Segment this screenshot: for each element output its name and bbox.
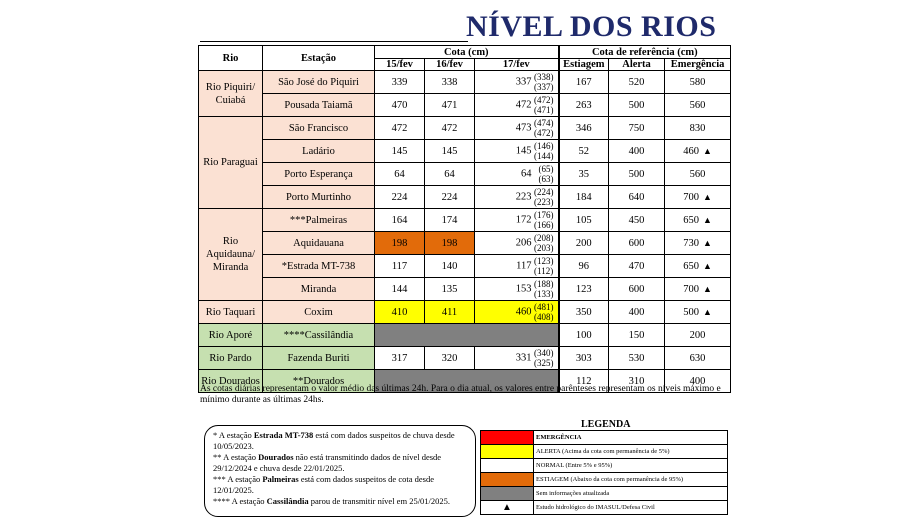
cota-cell: 339 — [375, 71, 425, 94]
legend-label: NORMAL (Entre 5% e 95%) — [534, 459, 728, 473]
cota-cell: 144 — [375, 278, 425, 301]
min-value: (166) — [534, 220, 554, 230]
cota-cell: 224 — [425, 186, 475, 209]
table-row — [199, 324, 731, 347]
cota-cell: 338 — [425, 71, 475, 94]
min-value: (144) — [534, 151, 554, 161]
emergencia-value: 400 — [689, 375, 706, 387]
header-date: 17/fev — [475, 59, 559, 71]
emergencia-value: 650 — [683, 260, 699, 272]
station-cell: ****Cassilândia — [263, 324, 375, 347]
station-cell: São José do Piquiri — [263, 71, 375, 94]
cota-value: 153 — [515, 283, 532, 295]
max-min-values — [534, 72, 554, 92]
cota-cell: 470 — [375, 94, 425, 117]
river-cell: Rio Aporé — [199, 324, 263, 347]
max-value: (224) — [534, 187, 554, 197]
emergencia-cell — [665, 71, 731, 94]
max-value: (338) — [534, 72, 554, 82]
cota-value: 145 — [515, 145, 532, 157]
river-cell: Rio Dourados — [199, 370, 263, 393]
emergencia-cell — [665, 255, 731, 278]
cota-cell-current — [475, 117, 559, 140]
emergencia-value: 630 — [689, 352, 706, 364]
header-rio: Rio — [199, 46, 263, 71]
max-min-values — [534, 279, 554, 299]
station-cell: Pousada Taiamã — [263, 94, 375, 117]
emergencia-value: 560 — [689, 168, 706, 180]
station-cell: **Dourados — [263, 370, 375, 393]
min-value: (223) — [534, 197, 554, 207]
emergencia-cell — [665, 301, 731, 324]
legend-label: ALERTA (Acima da cota com permanência de 5%) — [534, 445, 728, 459]
cota-cell-current — [475, 232, 559, 255]
cota-value: 460 — [515, 306, 532, 318]
cota-cell: 135 — [425, 278, 475, 301]
cota-cell: 317 — [375, 347, 425, 370]
table-row — [199, 278, 731, 301]
emergencia-cell — [665, 94, 731, 117]
estiagem-cell: 35 — [559, 163, 609, 186]
emergencia-value: 560 — [689, 99, 706, 111]
station-cell: Porto Murtinho — [263, 186, 375, 209]
estiagem-cell: 350 — [559, 301, 609, 324]
river-cell: Rio Paraguai — [199, 117, 263, 209]
table-row — [199, 71, 731, 94]
triangle-icon: ▲ — [702, 260, 712, 271]
cota-value: 117 — [516, 260, 532, 272]
alerta-cell: 750 — [609, 117, 665, 140]
cota-cell-current — [475, 301, 559, 324]
emergencia-value: 580 — [689, 76, 706, 88]
max-min-values — [534, 95, 554, 115]
emergencia-cell — [665, 186, 731, 209]
max-value: (474) — [534, 118, 554, 128]
legend-title: LEGENDA — [581, 419, 631, 430]
cota-cell-current — [475, 163, 559, 186]
legend-swatch-white — [481, 459, 534, 473]
emergencia-cell — [665, 232, 731, 255]
header-emergencia: Emergência — [665, 59, 731, 71]
cota-cell-current — [475, 71, 559, 94]
max-min-values — [534, 256, 554, 276]
cota-value: 337 — [515, 76, 532, 88]
emergencia-value: 200 — [689, 329, 706, 341]
max-value: (340) — [534, 348, 554, 358]
legend-label: EMERGÊNCIA — [534, 431, 728, 445]
header-date: 15/fev — [375, 59, 425, 71]
triangle-icon: ▲ — [702, 306, 712, 317]
cota-cell-current — [475, 94, 559, 117]
header-date: 16/fev — [425, 59, 475, 71]
emergencia-value: 700 — [683, 191, 699, 203]
cota-cell-current — [475, 209, 559, 232]
max-value: (188) — [534, 279, 554, 289]
triangle-icon: ▲ — [702, 283, 712, 294]
cota-cell-current — [475, 347, 559, 370]
alerta-cell: 150 — [609, 324, 665, 347]
min-value: (471) — [534, 105, 554, 115]
estiagem-cell: 200 — [559, 232, 609, 255]
cota-value: 331 — [515, 352, 532, 364]
estiagem-cell: 167 — [559, 71, 609, 94]
header-estiagem: Estiagem — [559, 59, 609, 71]
min-value: (325) — [534, 358, 554, 368]
no-data-cell — [375, 324, 559, 347]
river-cell: Rio Piquiri/ Cuiabá — [199, 71, 263, 117]
header-cota: Cota (cm) — [375, 46, 559, 59]
table-row — [199, 347, 731, 370]
triangle-icon: ▲ — [702, 145, 712, 156]
table-row — [199, 186, 731, 209]
alerta-cell: 600 — [609, 232, 665, 255]
min-value: (408) — [534, 312, 554, 322]
triangle-icon: ▲ — [702, 191, 712, 202]
legend-triangle-icon: ▲ — [481, 501, 534, 515]
table-note: As cotas diárias representam o valor médio das últimas 24h. Para o dia atual, os valores entre parênteses representam os níveis máximo e mínimo durante as últimas 24hs. — [200, 384, 721, 405]
max-min-values — [539, 164, 554, 184]
cota-cell-current — [475, 186, 559, 209]
max-value: (481) — [534, 302, 554, 312]
station-cell: Coxim — [263, 301, 375, 324]
station-cell: Aquidauana — [263, 232, 375, 255]
legend-swatch-orange — [481, 473, 534, 487]
cota-cell-current — [475, 278, 559, 301]
cota-cell: 471 — [425, 94, 475, 117]
cota-value: 172 — [515, 214, 532, 226]
max-min-values — [534, 187, 554, 207]
legend-swatch-grey — [481, 487, 534, 501]
estiagem-cell: 303 — [559, 347, 609, 370]
emergencia-cell — [665, 140, 731, 163]
emergencia-cell — [665, 347, 731, 370]
max-value: (123) — [534, 256, 554, 266]
footnote: * A estação Estrada MT-738 está com dados suspeitos de chuva desde 10/05/2023. — [213, 430, 455, 451]
station-cell: ***Palmeiras — [263, 209, 375, 232]
station-cell: *Estrada MT-738 — [263, 255, 375, 278]
river-cell: Rio Aquidauna/ Miranda — [199, 209, 263, 301]
cota-cell: 224 — [375, 186, 425, 209]
table-body — [199, 71, 731, 393]
page-title: NÍVEL DOS RIOS — [466, 10, 717, 43]
station-cell: Miranda — [263, 278, 375, 301]
cota-cell: 164 — [375, 209, 425, 232]
station-cell: Porto Esperança — [263, 163, 375, 186]
alerta-cell: 640 — [609, 186, 665, 209]
min-value: (133) — [534, 289, 554, 299]
cota-cell: 145 — [375, 140, 425, 163]
emergencia-cell — [665, 209, 731, 232]
max-min-values — [534, 210, 554, 230]
cota-cell: 472 — [375, 117, 425, 140]
estiagem-cell: 100 — [559, 324, 609, 347]
header-cota-ref: Cota de referência (cm) — [559, 46, 731, 59]
legend-label: Sem informações atualizada — [534, 487, 728, 501]
emergencia-value: 830 — [689, 122, 706, 134]
station-cell: Ladário — [263, 140, 375, 163]
alerta-cell: 400 — [609, 140, 665, 163]
emergencia-cell — [665, 163, 731, 186]
alerta-cell: 470 — [609, 255, 665, 278]
max-min-values — [534, 348, 554, 368]
alerta-cell: 500 — [609, 163, 665, 186]
max-value: (472) — [534, 95, 554, 105]
footnote: *** A estação Palmeiras está com dados suspeitos de cota desde 12/01/2025. — [213, 474, 434, 495]
emergencia-value: 500 — [683, 306, 699, 318]
estiagem-cell: 123 — [559, 278, 609, 301]
cota-value: 223 — [515, 191, 532, 203]
legend-swatch-red — [481, 431, 534, 445]
estiagem-cell: 184 — [559, 186, 609, 209]
table-row — [199, 163, 731, 186]
max-value: (146) — [534, 141, 554, 151]
river-cell: Rio Taquari — [199, 301, 263, 324]
emergencia-cell — [665, 324, 731, 347]
cota-value: 206 — [515, 237, 532, 249]
station-cell: São Francisco — [263, 117, 375, 140]
estiagem-cell: 105 — [559, 209, 609, 232]
alerta-cell: 530 — [609, 347, 665, 370]
legend-table — [480, 430, 728, 515]
min-value: (472) — [534, 128, 554, 138]
cota-value: 473 — [515, 122, 532, 134]
cota-cell: 145 — [425, 140, 475, 163]
title-rule — [200, 41, 468, 42]
cota-cell: 411 — [425, 301, 475, 324]
emergencia-value: 730 — [683, 237, 699, 249]
min-value: (337) — [534, 82, 554, 92]
triangle-icon: ▲ — [702, 237, 712, 248]
station-cell: Fazenda Buriti — [263, 347, 375, 370]
max-value: (176) — [534, 210, 554, 220]
legend-label: ESTIAGEM (Abaixo da cota com permanência de 95%) — [534, 473, 728, 487]
cota-cell-current — [475, 140, 559, 163]
cota-cell: 320 — [425, 347, 475, 370]
max-value: (208) — [534, 233, 554, 243]
cota-cell: 140 — [425, 255, 475, 278]
cota-value: 472 — [515, 99, 532, 111]
cota-cell: 472 — [425, 117, 475, 140]
alerta-cell: 310 — [609, 370, 665, 393]
table-row — [199, 94, 731, 117]
emergencia-cell — [665, 278, 731, 301]
table-row — [199, 117, 731, 140]
alerta-cell: 400 — [609, 301, 665, 324]
min-value: (63) — [538, 174, 554, 184]
river-level-table — [198, 45, 731, 393]
legend-swatch-yellow — [481, 445, 534, 459]
header-alerta: Alerta — [609, 59, 665, 71]
estiagem-cell: 263 — [559, 94, 609, 117]
cota-cell: 410 — [375, 301, 425, 324]
min-value: (203) — [534, 243, 554, 253]
river-cell: Rio Pardo — [199, 347, 263, 370]
alerta-cell: 600 — [609, 278, 665, 301]
estiagem-cell: 52 — [559, 140, 609, 163]
table-row — [199, 301, 731, 324]
emergencia-cell — [665, 117, 731, 140]
cota-cell: 117 — [375, 255, 425, 278]
emergencia-value: 650 — [683, 214, 699, 226]
estiagem-cell: 96 — [559, 255, 609, 278]
max-min-values — [534, 118, 554, 138]
estiagem-cell: 112 — [559, 370, 609, 393]
emergencia-value: 700 — [683, 283, 699, 295]
footnote: ** A estação Dourados não está transmitindo dados de nível desde 29/12/2024 e chuva desde 22/01/2025. — [213, 452, 442, 473]
cota-value: 64 — [521, 168, 532, 180]
cota-cell: 64 — [375, 163, 425, 186]
max-min-values — [534, 141, 554, 161]
table-row — [199, 232, 731, 255]
triangle-icon: ▲ — [702, 214, 712, 225]
table-row — [199, 255, 731, 278]
cota-cell: 198 — [425, 232, 475, 255]
table-row — [199, 209, 731, 232]
legend-label: Estudo hidrológico do IMASUL/Defesa Civil — [534, 501, 728, 515]
alerta-cell: 500 — [609, 94, 665, 117]
cota-cell: 198 — [375, 232, 425, 255]
cota-cell-current — [475, 255, 559, 278]
cota-cell: 174 — [425, 209, 475, 232]
max-min-values — [534, 233, 554, 253]
table-row — [199, 140, 731, 163]
cota-cell: 64 — [425, 163, 475, 186]
estiagem-cell: 346 — [559, 117, 609, 140]
footnote: **** A estação Cassilândia parou de transmitir nível em 25/01/2025. — [213, 496, 451, 506]
alerta-cell: 520 — [609, 71, 665, 94]
footnotes-box — [204, 425, 476, 517]
alerta-cell: 450 — [609, 209, 665, 232]
max-value: (65) — [538, 164, 554, 174]
min-value: (112) — [534, 266, 554, 276]
header-estacao: Estação — [263, 46, 375, 71]
emergencia-value: 460 — [683, 145, 699, 157]
max-min-values — [534, 302, 554, 322]
